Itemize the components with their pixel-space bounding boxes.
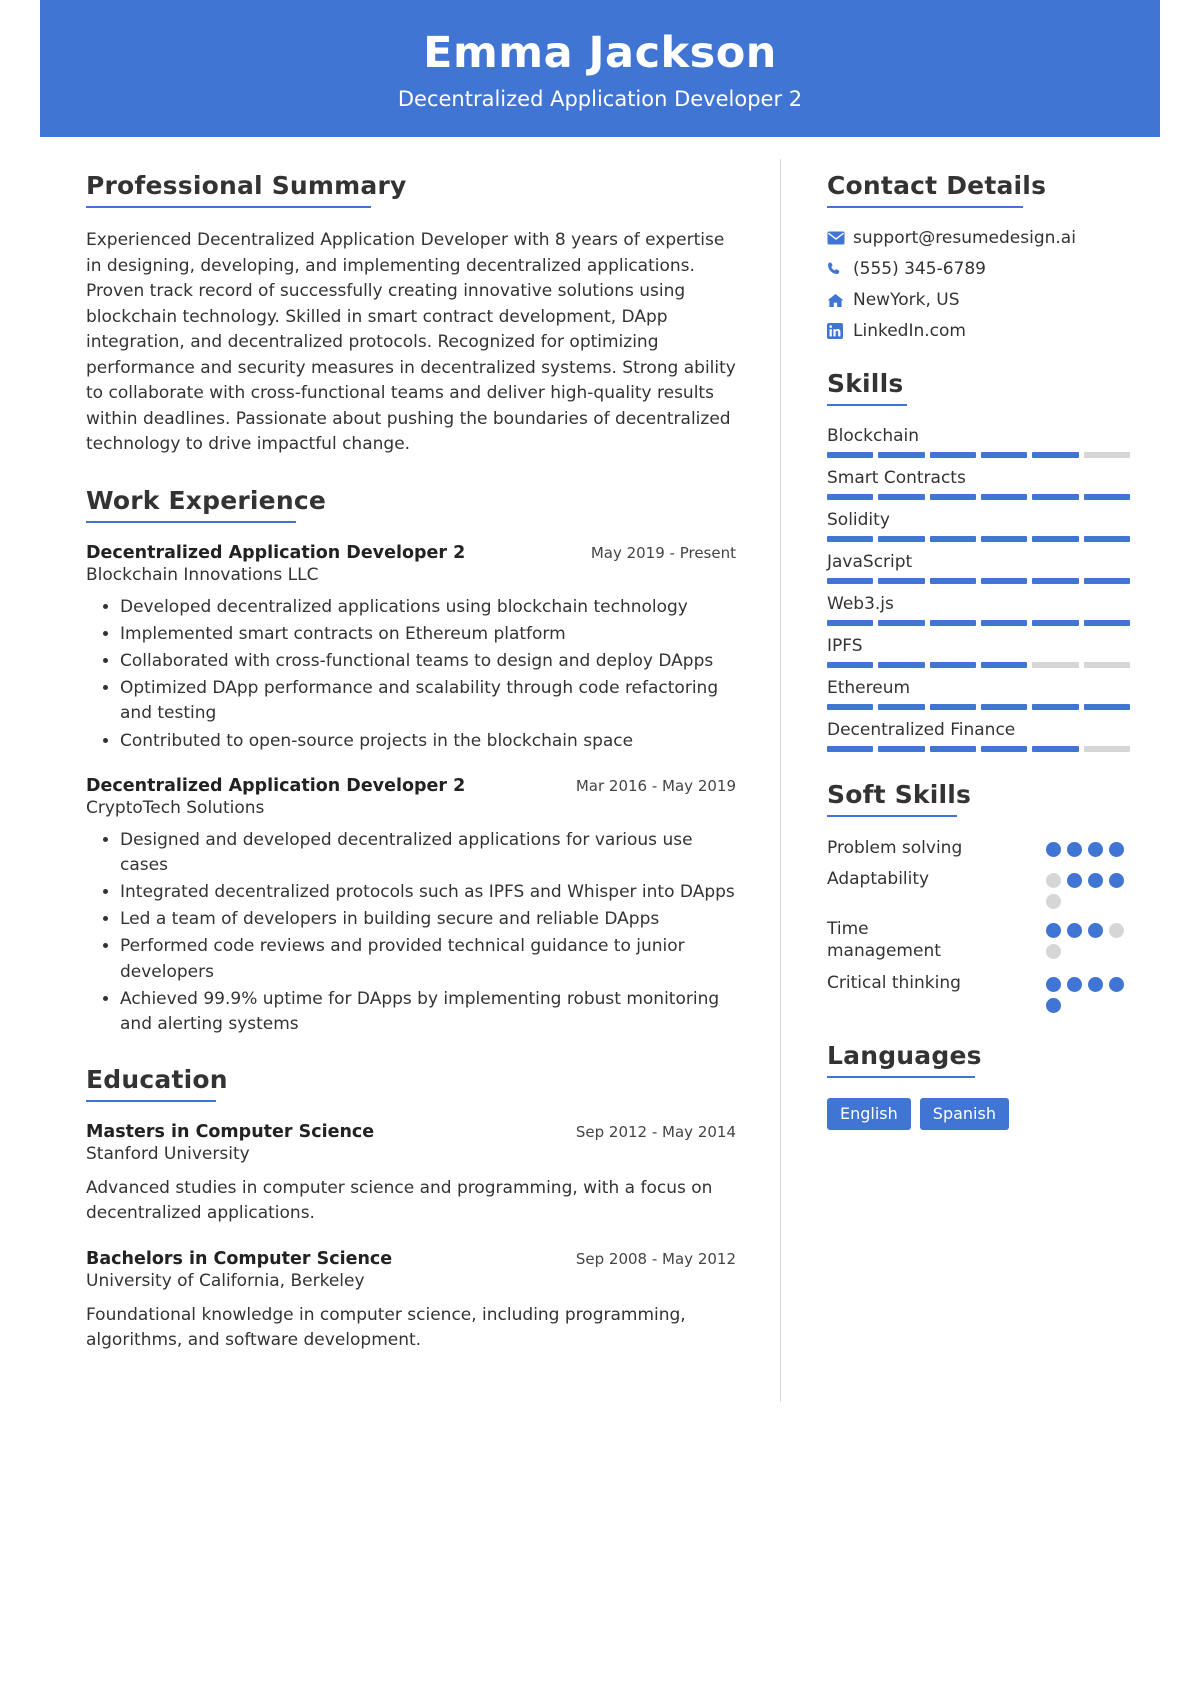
list-item: • Designed and developed decentralized applications for various use cases — [120, 828, 736, 878]
skill-segment — [827, 494, 873, 500]
rating-dot — [1046, 842, 1061, 857]
skill-segment — [1084, 536, 1130, 542]
skill-segment — [981, 704, 1027, 710]
soft-skill-name: Time management — [827, 919, 941, 962]
rating-dot — [1067, 842, 1082, 857]
soft-skill-row — [827, 918, 1130, 962]
heading-underline — [86, 521, 296, 523]
skill-segment — [1032, 704, 1078, 710]
section-heading-skills: Skills — [827, 369, 904, 399]
skill-segment — [878, 620, 924, 626]
skill-name: Solidity — [827, 510, 890, 531]
skill-segment — [1032, 578, 1078, 584]
skill-row — [827, 594, 1130, 626]
contact-linkedin[interactable] — [827, 321, 1130, 341]
skill-segment — [1084, 452, 1130, 458]
language-chip: Spanish — [920, 1098, 1009, 1130]
skill-name: Web3.js — [827, 594, 894, 615]
list-item: • Achieved 99.9% uptime for DApps by implementing robust monitoring and alerting systems — [120, 987, 736, 1037]
languages-list — [827, 1098, 1130, 1130]
education-degree: Masters in Computer Science — [86, 1121, 375, 1142]
skill-segment — [1084, 578, 1130, 584]
skill-segment — [1084, 620, 1130, 626]
skill-segment — [1032, 536, 1078, 542]
skill-level-bar — [827, 662, 1130, 668]
language-chip: English — [827, 1098, 911, 1130]
skill-level-bar — [827, 452, 1130, 458]
rating-dot — [1109, 923, 1124, 938]
skills-list — [827, 426, 1130, 752]
rating-dot — [1046, 873, 1061, 888]
soft-skill-rating — [1046, 918, 1130, 959]
main-column — [40, 137, 780, 1420]
skill-segment — [981, 662, 1027, 668]
skill-name: IPFS — [827, 636, 863, 657]
list-item: • Integrated decentralized protocols such as IPFS and Whisper into DApps — [120, 880, 736, 905]
work-bullets — [86, 828, 736, 1037]
list-item: • Developed decentralized applications using blockchain technology — [120, 595, 736, 620]
rating-dot — [1109, 873, 1124, 888]
education-school: University of California, Berkeley — [86, 1270, 365, 1291]
list-item: • Led a team of developers in building secure and reliable DApps — [120, 907, 736, 932]
section-contact-details — [827, 171, 1130, 341]
rating-dot — [1046, 944, 1061, 959]
section-heading-soft-skills: Soft Skills — [827, 780, 972, 810]
education-school: Stanford University — [86, 1143, 250, 1164]
section-skills — [827, 369, 1130, 752]
heading-underline — [827, 815, 957, 817]
education-description: Foundational knowledge in computer science, including programming, algorithms, and software development. — [86, 1304, 686, 1351]
heading-underline — [827, 404, 907, 406]
list-item: • Collaborated with cross-functional teams to design and deploy DApps — [120, 649, 736, 674]
heading-underline — [86, 1100, 216, 1102]
soft-skill-name: Adaptability — [827, 869, 930, 890]
skill-level-bar — [827, 620, 1130, 626]
rating-dot — [1046, 923, 1061, 938]
contact-value: LinkedIn.com — [853, 321, 966, 342]
skill-segment — [930, 704, 976, 710]
skill-segment — [878, 662, 924, 668]
section-education — [86, 1065, 736, 1354]
skill-segment — [981, 452, 1027, 458]
skill-segment — [878, 704, 924, 710]
envelope-icon — [827, 231, 853, 245]
rating-dot — [1067, 923, 1082, 938]
skill-row — [827, 552, 1130, 584]
soft-skill-rating — [1046, 837, 1130, 857]
work-date: May 2019 - Present — [590, 543, 736, 562]
phone-icon — [827, 261, 853, 277]
list-item: • Performed code reviews and provided technical guidance to junior developers — [120, 934, 736, 984]
skill-segment — [878, 452, 924, 458]
rating-dot — [1067, 873, 1082, 888]
rating-dot — [1088, 873, 1103, 888]
soft-skills-list — [827, 837, 1130, 1012]
skill-segment — [930, 536, 976, 542]
skill-segment — [827, 704, 873, 710]
rating-dot — [1109, 977, 1124, 992]
rating-dot — [1088, 923, 1103, 938]
skill-segment — [827, 620, 873, 626]
skill-level-bar — [827, 704, 1130, 710]
section-heading-languages: Languages — [827, 1040, 982, 1070]
skill-segment — [827, 536, 873, 542]
skill-segment — [981, 578, 1027, 584]
skill-name: Ethereum — [827, 678, 911, 699]
rating-dot — [1109, 842, 1124, 857]
list-item: • Optimized DApp performance and scalability through code refactoring and testing — [120, 676, 736, 726]
skill-segment — [1084, 704, 1130, 710]
education-description: Advanced studies in computer science and programming, with a focus on decentralized applications. — [86, 1177, 713, 1224]
contact-value: NewYork, US — [853, 290, 960, 311]
skill-name: Decentralized Finance — [827, 720, 1016, 741]
resume-page — [40, 0, 1160, 1420]
work-date: Mar 2016 - May 2019 — [575, 776, 736, 795]
section-work-experience — [86, 486, 736, 1037]
contact-value: support@resumedesign.ai — [853, 228, 1076, 249]
sidebar-column — [781, 137, 1160, 1420]
soft-skill-row — [827, 868, 1130, 909]
skill-name: JavaScript — [827, 552, 913, 573]
section-heading-work: Work Experience — [86, 485, 326, 515]
rating-dot — [1046, 977, 1061, 992]
heading-underline — [827, 206, 1023, 208]
skill-segment — [1032, 452, 1078, 458]
work-role: Decentralized Application Developer 2 — [86, 775, 466, 796]
education-degree: Bachelors in Computer Science — [86, 1248, 393, 1269]
skill-segment — [827, 746, 873, 752]
resume-header — [40, 0, 1160, 137]
skill-segment — [1084, 746, 1130, 752]
rating-dot — [1046, 894, 1061, 909]
contact-phone[interactable] — [827, 259, 1130, 279]
skill-segment — [930, 578, 976, 584]
skill-segment — [1084, 494, 1130, 500]
page-title: Emma Jackson — [423, 28, 777, 78]
linkedin-icon — [827, 323, 853, 339]
work-company: CryptoTech Solutions — [86, 797, 265, 818]
skill-level-bar — [827, 494, 1130, 500]
work-entry — [86, 776, 736, 1037]
skill-segment — [930, 494, 976, 500]
work-entry — [86, 543, 736, 754]
skill-level-bar — [827, 536, 1130, 542]
rating-dot — [1046, 998, 1061, 1013]
education-date: Sep 2012 - May 2014 — [575, 1122, 736, 1141]
skill-segment — [1032, 620, 1078, 626]
skill-segment — [930, 746, 976, 752]
skill-row — [827, 510, 1130, 542]
soft-skill-rating — [1046, 868, 1130, 909]
skill-segment — [981, 536, 1027, 542]
skill-segment — [1032, 746, 1078, 752]
skill-segment — [1084, 662, 1130, 668]
rating-dot — [1088, 977, 1103, 992]
skill-segment — [827, 452, 873, 458]
skill-segment — [930, 452, 976, 458]
soft-skill-row — [827, 837, 1130, 859]
skill-row — [827, 468, 1130, 500]
skill-segment — [827, 578, 873, 584]
work-role: Decentralized Application Developer 2 — [86, 542, 466, 563]
skill-name: Blockchain — [827, 426, 920, 447]
soft-skill-row — [827, 972, 1130, 1013]
skill-segment — [981, 620, 1027, 626]
skill-level-bar — [827, 578, 1130, 584]
soft-skill-name: Critical thinking — [827, 972, 961, 993]
section-professional-summary — [86, 171, 736, 458]
rating-dot — [1067, 977, 1082, 992]
skill-segment — [930, 620, 976, 626]
skill-segment — [981, 494, 1027, 500]
section-languages — [827, 1041, 1130, 1130]
education-date: Sep 2008 - May 2012 — [575, 1249, 736, 1268]
heading-underline — [86, 206, 371, 208]
skill-level-bar — [827, 746, 1130, 752]
work-bullets — [86, 595, 736, 754]
skill-row — [827, 426, 1130, 458]
section-heading-summary: Professional Summary — [86, 171, 407, 201]
contact-value: (555) 345-6789 — [853, 259, 986, 280]
skill-segment — [1032, 494, 1078, 500]
skill-segment — [878, 746, 924, 752]
summary-text: Experienced Decentralized Application Developer with 8 years of expertise in designing, developing, and implementing decentralized applications. Proven track record of successfully creating innovative solutions using blockchain technology. Skilled in smart contract development, DApp integration, and decentralized protocols. Recognized for optimizing performance and security measures in decentralized systems. Strong ability to collaborate with cross-functional teams and deliver high-quality results within deadlines. Passionate about pushing the boundaries of decentralized technology to drive impactful change. — [86, 230, 736, 455]
skill-segment — [878, 536, 924, 542]
section-heading-education: Education — [86, 1064, 228, 1094]
skill-segment — [930, 662, 976, 668]
contact-email[interactable] — [827, 228, 1130, 248]
contact-location[interactable] — [827, 290, 1130, 310]
skill-segment — [827, 662, 873, 668]
soft-skill-name: Problem solving — [827, 838, 963, 859]
job-title: Decentralized Application Developer 2 — [397, 87, 803, 112]
skill-row — [827, 720, 1130, 752]
skill-row — [827, 678, 1130, 710]
list-item: • Implemented smart contracts on Ethereum platform — [120, 622, 736, 647]
home-icon — [827, 293, 853, 308]
heading-underline — [827, 1076, 975, 1078]
skill-segment — [878, 578, 924, 584]
resume-body — [40, 137, 1160, 1420]
contact-list — [827, 228, 1130, 341]
skill-segment — [981, 746, 1027, 752]
skill-segment — [878, 494, 924, 500]
section-heading-contact: Contact Details — [827, 171, 1047, 201]
soft-skill-rating — [1046, 972, 1130, 1013]
skill-row — [827, 636, 1130, 668]
section-soft-skills — [827, 780, 1130, 1012]
work-company: Blockchain Innovations LLC — [86, 564, 319, 585]
skill-name: Smart Contracts — [827, 468, 966, 489]
list-item: • Contributed to open-source projects in the blockchain space — [120, 729, 736, 754]
skill-segment — [1032, 662, 1078, 668]
education-entry — [86, 1249, 736, 1354]
rating-dot — [1088, 842, 1103, 857]
education-entry — [86, 1122, 736, 1227]
